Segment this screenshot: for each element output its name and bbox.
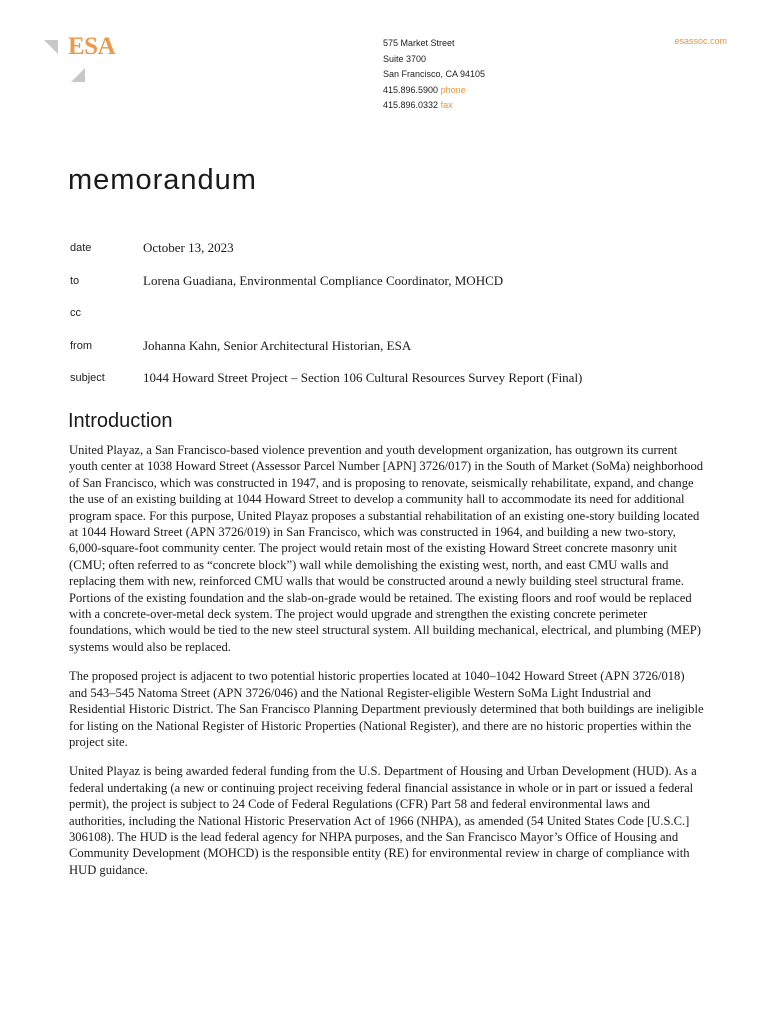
field-value: Lorena Guadiana, Environmental Compliance Coordinator, MOHCD bbox=[143, 273, 504, 288]
memo-title: memorandum bbox=[68, 164, 257, 196]
address-line: San Francisco, CA 94105 bbox=[383, 69, 486, 79]
field-value: 1044 Howard Street Project – Section 106 Cultural Resources Survey Report (Final) bbox=[143, 370, 583, 385]
phone-label: phone bbox=[440, 84, 466, 95]
fax-number: 415.896.0332 bbox=[383, 100, 439, 110]
website-link[interactable]: esassoc.com bbox=[674, 36, 727, 46]
esa-logo-text: ESA bbox=[68, 33, 116, 60]
address-line: Suite 3700 bbox=[383, 53, 427, 64]
paragraph: United Playaz is being awarded federal funding from the U.S. Department of Housing and Urban Development (HUD). As a federal undertaking (a new or continuing project receiving federal financial assistance in whole or in part or issued a federal permit), the project is subject to 24 Code of Federal Regulations (CFR) Part 58 and federal environmental laws and authorities, including the National Historic Preservation Act of 1966 (NHPA), as amended (54 United States Code [U.S.C.] 306108). The HUD is the lead federal agency for NHPA purposes, and the San Francisco Mayor’s Office of Housing and Community Development (MOHCD) is the responsible entity (RE) for environmental review in charge of compliance with HUD guidance. bbox=[69, 764, 697, 877]
field-label: to bbox=[70, 275, 80, 287]
field-label: cc bbox=[70, 307, 81, 319]
field-label: from bbox=[70, 340, 92, 352]
phone-number: 415.896.5900 bbox=[383, 84, 439, 95]
fax-label: fax bbox=[440, 100, 453, 110]
section-heading: Introduction bbox=[68, 410, 173, 432]
paragraph: The proposed project is adjacent to two potential historic properties located at 1040–1042 Howard Street (APN 3726/018) and 543–545 Natoma Street (APN 3726/046) and the National Register-eligible Western SoMa Light Industrial and Residential Historic District. The San Francisco Planning Department previously determined that both buildings are ineligible for listing on the National Register of Historic Properties (National Register), and there are no historic properties within the project site. bbox=[69, 669, 704, 749]
field-label: subject bbox=[70, 372, 105, 384]
fax-line bbox=[383, 98, 485, 114]
field-label: date bbox=[70, 242, 92, 254]
field-value: October 13, 2023 bbox=[143, 240, 234, 255]
letterhead-address bbox=[383, 36, 485, 114]
introduction-body bbox=[69, 442, 705, 891]
paragraph: United Playaz, a San Francisco-based violence prevention and youth development organization, has outgrown its current youth center at 1038 Howard Street (Assessor Parcel Number [APN] 3726/017) in the South of Market (SoMa) neighborhood of San Francisco, which was constructed in 1947, and is proposing to renovate, seismically rehabilitate, expand, and change the use of an existing building at 1044 Howard Street to develop a community hall to accommodate its need for additional program space. For this purpose, United Playaz proposes a substantial rehabilitation of an existing one-story building located at 1044 Howard Street (APN 3726/019) in San Francisco, which was constructed in 1964, and building a new two-story, 6,000-square-foot community center. The project would retain most of the existing Howard Street concrete masonry unit (CMU; often referred to as “concrete block”) wall while demolishing the existing west, north, and east CMU walls and replacing them with new, reinforced CMU walls that would be constructed around a newly building steel structural frame. Portions of the existing foundation and the slab-on-grade would be retained. The existing floors and roof would be replaced with a concrete-over-metal deck system. The project would upgrade and strengthen the existing concrete perimeter foundations, which would be tied to the new steel structural system. All building mechanical, electrical, and plumbing (MEP) systems would also be replaced. bbox=[69, 443, 704, 654]
address-line: 575 Market Street bbox=[383, 38, 455, 48]
field-value: Johanna Kahn, Senior Architectural Historian, ESA bbox=[143, 338, 412, 353]
phone-line bbox=[383, 83, 485, 99]
